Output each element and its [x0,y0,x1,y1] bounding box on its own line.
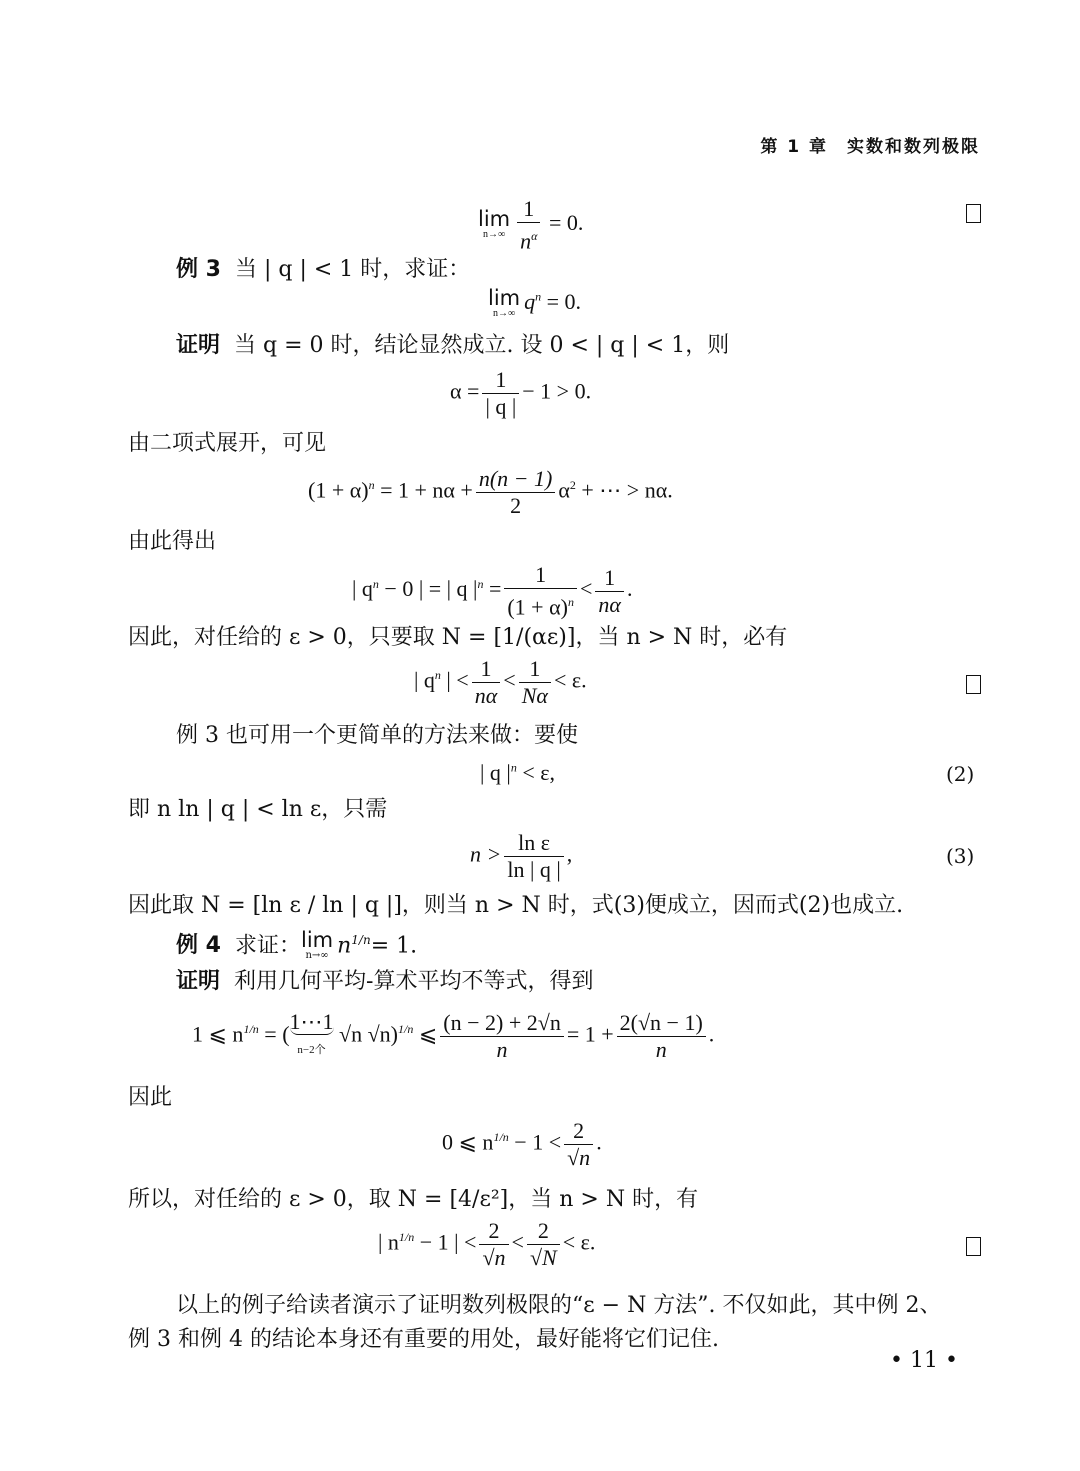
example-3: 例 3 当 | q | < 1 时，求证： [176,257,471,282]
paragraph-simpler: 例 3 也可用一个更简单的方法来做：要使 [176,723,578,748]
paragraph-ie: 即 n ln | q | < ln ε，只需 [128,797,388,822]
equation-number-3: (3) [946,844,975,868]
paragraph-thus: 由此得出 [128,529,217,554]
paragraph-binomial: 由二项式展开，可见 [128,431,327,456]
equation-limit-qn: lim n→∞ $q^n = 0$. [488,286,582,319]
equation-alpha: α = $\frac{1}{| q |}$ − 1 > 0. [450,367,592,419]
paragraph-take: 因此取 N = [ln ε / ln | q |]，则当 n > N 时，式(3)便成立，因而式(2)也成立. [128,893,904,918]
equation-3: n > $\frac{\text{ln ε}}{\ln | q |}$ , [470,830,573,882]
conclusion-line-1: 以上的例子给读者演示了证明数列极限的“ε − N 方法”. 不仅如此，其中例 2、 [176,1293,942,1318]
example-4: 例 4 求证： lim n→∞ $n^{1/n}= 1$. [176,928,418,962]
proof-2: 证明 利用几何平均-算术平均不等式，得到 [176,969,594,994]
equation-final: | $n^{1/n} - 1$ | < $\frac{2}{√n}$ < $\frac{2}{√N}$ < ε. [378,1218,596,1270]
paragraph-hence: 因此，对任给的 ε > 0，只要取 N = [1/(αε)]，当 n > N 时，必有 [128,625,788,650]
equation-bound: 0 ⩽ $n^{1/n} - 1$ < $\frac{2}{√n}$ . [442,1118,602,1170]
proof-1: 证明 当 q = 0 时，结论显然成立. 设 0 < | q | < 1，则 [176,333,730,358]
qed-box [966,204,981,223]
equation-binomial: $(1 + \alpha)^n = 1 + n\alpha$ + $\frac{n(n - 1)}{2}$ $\alpha^2$ + ⋯ > nα. [308,466,673,518]
equation-limit-reciprocal: lim n→∞ $\frac{1}{n^\alpha}$ = 0. [478,196,584,254]
equation-qn-less-epsilon: | $q^n$ | < $\frac{1}{n\alpha}$ < $\frac{1}{N\alpha}$ < ε. [414,656,587,708]
paragraph-so: 所以，对任给的 ε > 0，取 N = [4/ε²]，当 n > N 时，有 [128,1187,699,1212]
equation-qn-bound: | $q^n - 0$ | = | q $|^n$ = $\frac{1}{(1 + \alpha)^n}$ < $\frac{1}{n\alpha}$ . [352,562,633,620]
page-number: • 11 • [890,1348,958,1373]
chapter-header: 第 1 章 实数和数列极限 [760,137,980,157]
qed-box [966,675,981,694]
qed-box [966,1237,981,1256]
equation-number-2: (2) [946,762,975,786]
conclusion-line-2: 例 3 和例 4 的结论本身还有重要的用处，最好能将它们记住. [128,1327,719,1352]
equation-am-gm: 1 ⩽ $n^{1/n}$ = ( 1⋯1 n−2个 √n √n)$^{1/n}$ ⩽ $\frac{(n - 2) + 2√n}{n}$ = 1 + $\frac{2(√n - 1)}{n}$ . [192,1009,715,1062]
equation-2: | q $|^n < \varepsilon$, [480,760,555,785]
paragraph-therefore: 因此 [128,1085,173,1110]
